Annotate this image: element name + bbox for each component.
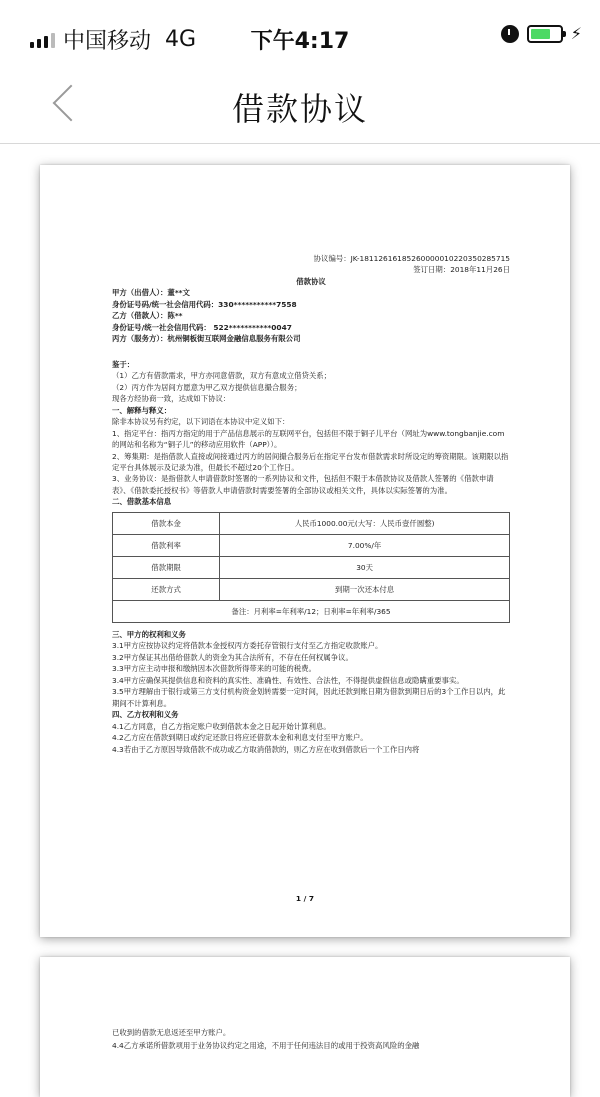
loan-info-table <box>112 512 510 623</box>
section-4-item: 4.3若由于乙方原因导致借款不成功或乙方取消借款的，则乙方应在收到借款后一个工作日内将 <box>112 744 420 754</box>
contract-number: 协议编号：JK-181126161852600000102203502857​15 <box>313 254 510 263</box>
section-1-item: 1、指定平台：指丙方指定的用于产品信息展示的互联网平台，包括但不限于铜子儿平台（网址为www.tongbanjie.com的网站和名称为“铜子儿”的移动应用软件（APP））。 <box>112 428 505 450</box>
alarm-icon <box>501 25 519 43</box>
whereas-item: 现各方经协商一致，达成如下协议： <box>112 394 231 404</box>
status-icons <box>501 24 582 43</box>
section-4-item: 4.2乙方应在借款到期日或约定还款日将应还借款本金和利息支付至甲方账户。 <box>112 733 368 743</box>
party-b-id: 身份证号/统一社会信用代码： 522***********0047 <box>112 322 292 332</box>
table-row <box>113 578 510 600</box>
table-cell-value: 人民币1000.00元(大写：人民币壹仟圆整) <box>220 512 510 534</box>
page-number: 1 / 7 <box>295 894 315 903</box>
table-cell-value: 30天 <box>220 556 510 578</box>
document-heading: 借款协议 <box>296 276 326 286</box>
section-1-title: 一、解释与释义： <box>112 405 172 415</box>
section-4-title: 四、乙方权利和义务 <box>112 710 179 720</box>
table-cell-label: 借款本金 <box>113 512 220 534</box>
section-2-title: 二、借款基本信息 <box>112 497 172 507</box>
document-page-2 <box>40 957 570 1097</box>
document-viewer[interactable] <box>0 145 600 1072</box>
table-row <box>113 556 510 578</box>
page-title: 借款协议 <box>231 90 368 128</box>
nav-bar <box>0 62 600 144</box>
whereas-title: 鉴于： <box>112 359 135 369</box>
party-a: 甲方（出借人）：董**文 <box>112 288 190 298</box>
charging-icon: ⚡ <box>570 24 582 43</box>
document-page-1 <box>40 165 570 937</box>
party-b: 乙方（借款人）：陈** <box>112 311 183 321</box>
section-1-item: 3、业务协议：是指借款人申请借款时签署的一系列协议和文件，包括但不限于本借款协议及借款人签署的《借款申请表》、《借款委托授权书》等借款人申请借款时需要签署的全部协议或相关文件，具体以实际签署的为准。 <box>112 474 494 495</box>
page-2-line: 4.4乙方承诺所借款项用于业务协议约定之用途，不用于任何违法目的或用于投资高风险的金融 <box>112 1040 420 1050</box>
table-cell-label: 借款利率 <box>113 534 220 556</box>
table-note: 备注：月利率=年利率/12；日利率=年利率/365 <box>113 600 510 622</box>
party-c: 丙方（服务方）：杭州铜板街互联网金融信息服务有限公司 <box>112 334 301 344</box>
sign-date: 签订日期：2018年11月26日 <box>413 265 510 275</box>
table-row <box>113 600 510 622</box>
section-1-item: 2、筹集期：是指借款人直接或间接通过丙方的居间撮合服务后在指定平台发布借款需求时所设定的筹资期限。该期限以指定平台具体展示及记录为准，但最长不超过20个工作日。 <box>112 451 509 472</box>
table-cell-value: 7.00%/年 <box>220 534 510 556</box>
table-cell-label: 还款方式 <box>113 578 220 600</box>
network-type: 4G <box>165 27 197 52</box>
section-1-intro: 除非本协议另有约定，以下词语在本协议中定义如下： <box>112 417 290 427</box>
section-3-item: 3.1甲方应按协议约定将借款本金授权丙方委托存管银行支付至乙方指定收款账户。 <box>112 641 383 651</box>
party-a-id: 身份证号码/统一社会信用代码：330***********7558 <box>112 299 297 309</box>
status-bar <box>0 0 600 62</box>
whereas-item: （1）乙方有借款需求，甲方亦同意借款，双方有意成立借贷关系； <box>112 371 332 381</box>
table-row <box>113 512 510 534</box>
section-4-item: 4.1乙方同意，自乙方指定账户收到借款本金之日起开始计算利息。 <box>112 721 331 731</box>
document-content <box>112 253 510 755</box>
page-2-line: 已收到的借款无息返还至甲方账户。 <box>112 1028 231 1037</box>
section-3-item: 3.2甲方保证其出借给借款人的资金为其合法所有，不存在任何权属争议。 <box>112 652 353 662</box>
section-3-item: 3.3甲方应主动申报和缴纳因本次借款所得带来的可能的税费。 <box>112 664 316 674</box>
table-cell-label: 借款期限 <box>113 556 220 578</box>
battery-icon <box>527 25 563 43</box>
section-3-item: 3.4甲方应确保其提供信息和资料的真实性、准确性、有效性、合法性，不得提供虚假信息或隐瞒重要事实。 <box>112 675 464 685</box>
section-3-title: 三、甲方的权利和义务 <box>112 629 186 639</box>
clock: 下午4:17 <box>250 29 350 54</box>
table-row <box>113 534 510 556</box>
carrier-name: 中国移动 <box>63 29 152 54</box>
table-cell-value: 到期一次还本付息 <box>220 578 510 600</box>
whereas-item: （2）丙方作为居间方愿意为甲乙双方提供信息撮合服务； <box>112 382 302 392</box>
document-content-page-2 <box>112 1027 532 1052</box>
section-3-item: 3.5甲方理解由于银行或第三方支付机构资金划转需要一定时间，因此还款到账日期为借款到期日后的3个工作日以内，此期间不计算利息。 <box>112 687 506 708</box>
